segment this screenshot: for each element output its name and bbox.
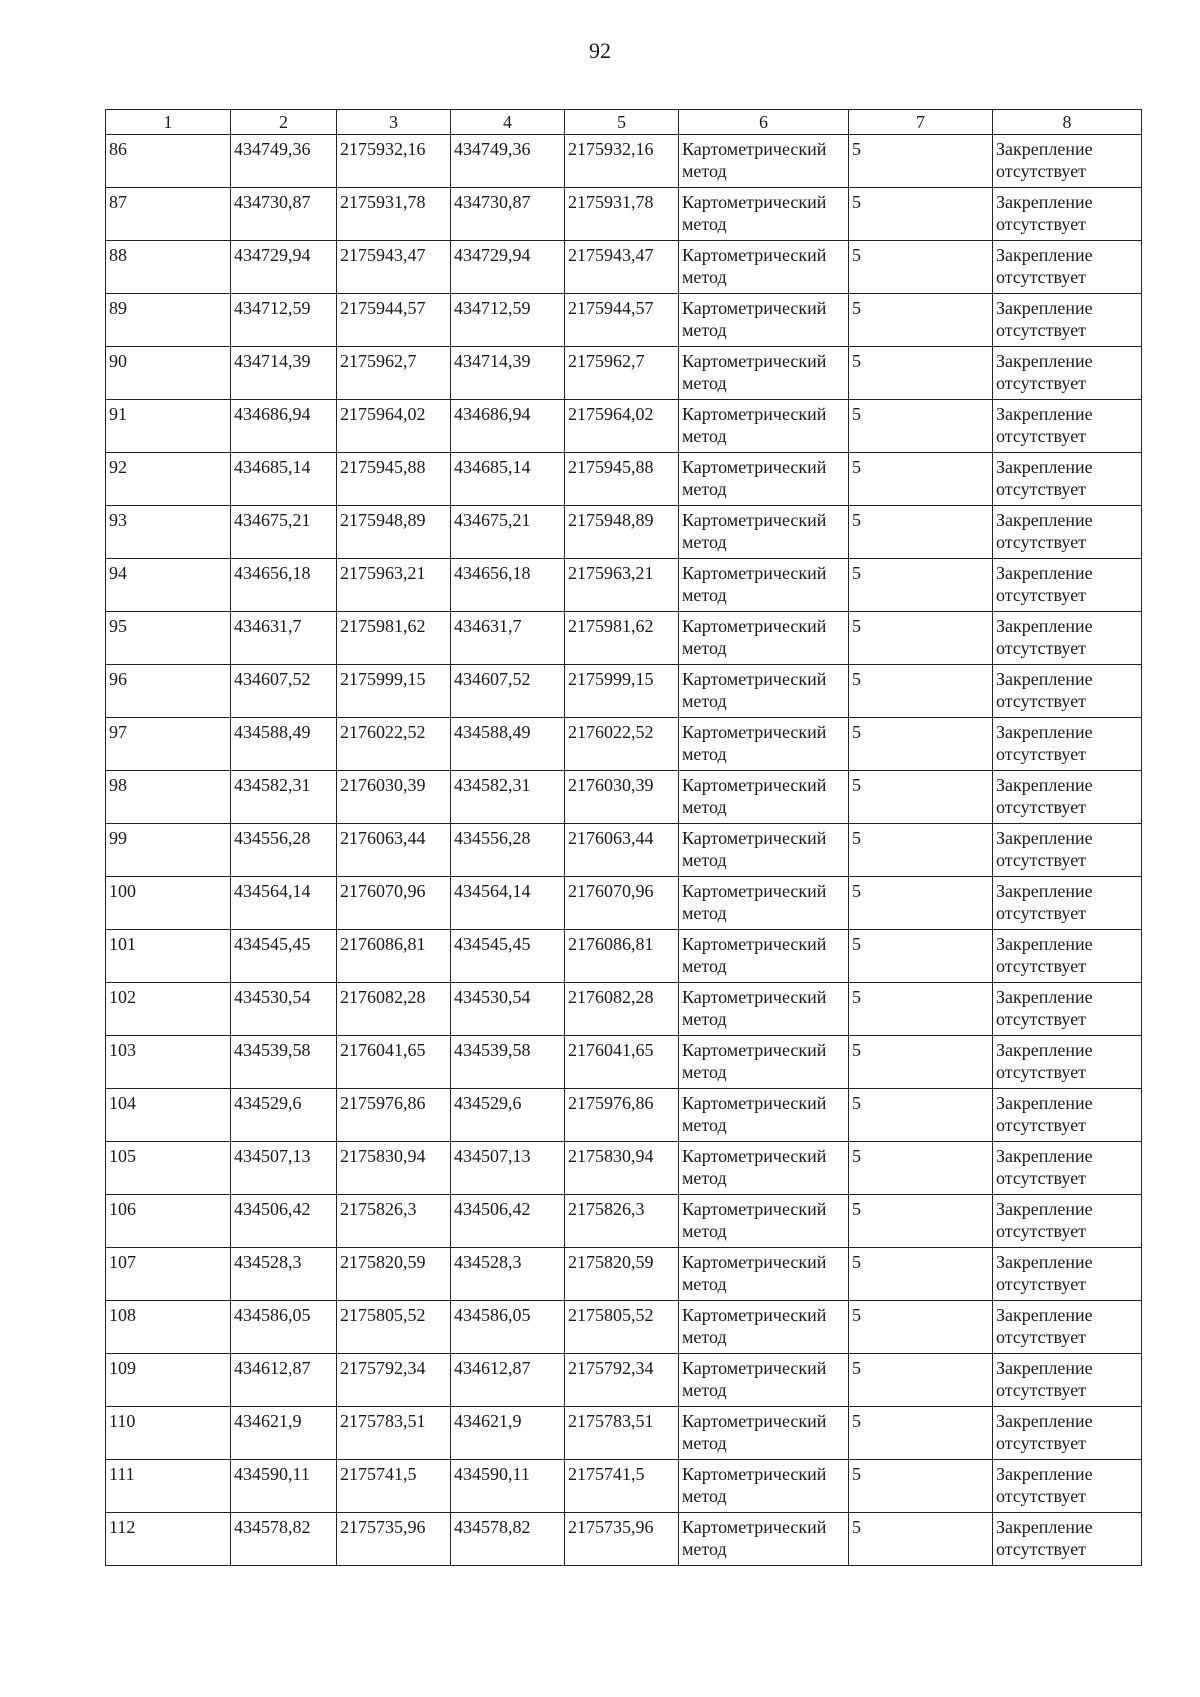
table-row <box>106 877 1142 930</box>
precision-cell: 5 <box>849 1301 993 1354</box>
y-coordinate-cell: 2175981,62 <box>337 612 451 665</box>
table-row <box>106 188 1142 241</box>
table-row <box>106 1248 1142 1301</box>
x-coordinate-2-cell: 434656,18 <box>451 559 565 612</box>
precision-cell: 5 <box>849 612 993 665</box>
y-coordinate-2-cell: 2175805,52 <box>565 1301 679 1354</box>
x-coordinate-cell: 434607,52 <box>231 665 337 718</box>
x-coordinate-cell: 434564,14 <box>231 877 337 930</box>
method-cell: Картометрический метод <box>679 1354 849 1407</box>
x-coordinate-2-cell: 434582,31 <box>451 771 565 824</box>
precision-cell: 5 <box>849 1407 993 1460</box>
y-coordinate-cell: 2176086,81 <box>337 930 451 983</box>
y-coordinate-cell: 2175964,02 <box>337 400 451 453</box>
precision-cell: 5 <box>849 1142 993 1195</box>
table-row <box>106 1036 1142 1089</box>
x-coordinate-cell: 434586,05 <box>231 1301 337 1354</box>
table-row <box>106 1142 1142 1195</box>
fixing-description-cell: Закрепление отсутствует <box>993 1248 1142 1301</box>
y-coordinate-2-cell: 2175981,62 <box>565 612 679 665</box>
column-header: 6 <box>679 110 849 135</box>
fixing-description-cell: Закрепление отсутствует <box>993 1407 1142 1460</box>
y-coordinate-2-cell: 2175783,51 <box>565 1407 679 1460</box>
y-coordinate-cell: 2175735,96 <box>337 1513 451 1566</box>
point-number-cell: 96 <box>106 665 231 718</box>
method-cell: Картометрический метод <box>679 824 849 877</box>
method-cell: Картометрический метод <box>679 930 849 983</box>
precision-cell: 5 <box>849 824 993 877</box>
point-number-cell: 89 <box>106 294 231 347</box>
x-coordinate-cell: 434714,39 <box>231 347 337 400</box>
point-number-cell: 108 <box>106 1301 231 1354</box>
x-coordinate-2-cell: 434714,39 <box>451 347 565 400</box>
fixing-description-cell: Закрепление отсутствует <box>993 1301 1142 1354</box>
table-row <box>106 1513 1142 1566</box>
point-number-cell: 97 <box>106 718 231 771</box>
x-coordinate-2-cell: 434621,9 <box>451 1407 565 1460</box>
table-row <box>106 612 1142 665</box>
fixing-description-cell: Закрепление отсутствует <box>993 930 1142 983</box>
x-coordinate-2-cell: 434685,14 <box>451 453 565 506</box>
y-coordinate-cell: 2175944,57 <box>337 294 451 347</box>
table-row <box>106 241 1142 294</box>
table-row <box>106 400 1142 453</box>
precision-cell: 5 <box>849 400 993 453</box>
y-coordinate-2-cell: 2176041,65 <box>565 1036 679 1089</box>
precision-cell: 5 <box>849 294 993 347</box>
x-coordinate-cell: 434582,31 <box>231 771 337 824</box>
method-cell: Картометрический метод <box>679 1089 849 1142</box>
y-coordinate-2-cell: 2176070,96 <box>565 877 679 930</box>
fixing-description-cell: Закрепление отсутствует <box>993 241 1142 294</box>
point-number-cell: 87 <box>106 188 231 241</box>
table-row <box>106 824 1142 877</box>
x-coordinate-cell: 434528,3 <box>231 1248 337 1301</box>
x-coordinate-2-cell: 434749,36 <box>451 135 565 188</box>
fixing-description-cell: Закрепление отсутствует <box>993 188 1142 241</box>
x-coordinate-cell: 434578,82 <box>231 1513 337 1566</box>
x-coordinate-2-cell: 434675,21 <box>451 506 565 559</box>
table-row <box>106 1460 1142 1513</box>
x-coordinate-2-cell: 434506,42 <box>451 1195 565 1248</box>
point-number-cell: 105 <box>106 1142 231 1195</box>
method-cell: Картометрический метод <box>679 612 849 665</box>
column-header: 1 <box>106 110 231 135</box>
point-number-cell: 91 <box>106 400 231 453</box>
method-cell: Картометрический метод <box>679 188 849 241</box>
column-header: 2 <box>231 110 337 135</box>
fixing-description-cell: Закрепление отсутствует <box>993 824 1142 877</box>
column-header: 3 <box>337 110 451 135</box>
method-cell: Картометрический метод <box>679 135 849 188</box>
point-number-cell: 98 <box>106 771 231 824</box>
y-coordinate-cell: 2175792,34 <box>337 1354 451 1407</box>
x-coordinate-cell: 434686,94 <box>231 400 337 453</box>
column-header: 4 <box>451 110 565 135</box>
precision-cell: 5 <box>849 453 993 506</box>
table-row <box>106 665 1142 718</box>
x-coordinate-cell: 434530,54 <box>231 983 337 1036</box>
y-coordinate-2-cell: 2175948,89 <box>565 506 679 559</box>
fixing-description-cell: Закрепление отсутствует <box>993 1195 1142 1248</box>
y-coordinate-cell: 2175826,3 <box>337 1195 451 1248</box>
method-cell: Картометрический метод <box>679 1142 849 1195</box>
header-row <box>106 110 1142 135</box>
table-body <box>106 135 1142 1566</box>
x-coordinate-cell: 434656,18 <box>231 559 337 612</box>
x-coordinate-2-cell: 434712,59 <box>451 294 565 347</box>
method-cell: Картометрический метод <box>679 400 849 453</box>
precision-cell: 5 <box>849 1089 993 1142</box>
x-coordinate-2-cell: 434539,58 <box>451 1036 565 1089</box>
method-cell: Картометрический метод <box>679 1407 849 1460</box>
y-coordinate-cell: 2175963,21 <box>337 559 451 612</box>
method-cell: Картометрический метод <box>679 1513 849 1566</box>
x-coordinate-2-cell: 434729,94 <box>451 241 565 294</box>
x-coordinate-cell: 434730,87 <box>231 188 337 241</box>
y-coordinate-cell: 2176022,52 <box>337 718 451 771</box>
fixing-description-cell: Закрепление отсутствует <box>993 983 1142 1036</box>
method-cell: Картометрический метод <box>679 1036 849 1089</box>
y-coordinate-2-cell: 2175741,5 <box>565 1460 679 1513</box>
precision-cell: 5 <box>849 718 993 771</box>
x-coordinate-cell: 434712,59 <box>231 294 337 347</box>
fixing-description-cell: Закрепление отсутствует <box>993 612 1142 665</box>
y-coordinate-2-cell: 2175735,96 <box>565 1513 679 1566</box>
fixing-description-cell: Закрепление отсутствует <box>993 877 1142 930</box>
method-cell: Картометрический метод <box>679 1460 849 1513</box>
point-number-cell: 93 <box>106 506 231 559</box>
y-coordinate-cell: 2175948,89 <box>337 506 451 559</box>
point-number-cell: 90 <box>106 347 231 400</box>
x-coordinate-2-cell: 434528,3 <box>451 1248 565 1301</box>
fixing-description-cell: Закрепление отсутствует <box>993 1142 1142 1195</box>
y-coordinate-2-cell: 2176030,39 <box>565 771 679 824</box>
point-number-cell: 103 <box>106 1036 231 1089</box>
fixing-description-cell: Закрепление отсутствует <box>993 718 1142 771</box>
x-coordinate-2-cell: 434578,82 <box>451 1513 565 1566</box>
x-coordinate-cell: 434507,13 <box>231 1142 337 1195</box>
method-cell: Картометрический метод <box>679 877 849 930</box>
table-row <box>106 453 1142 506</box>
method-cell: Картометрический метод <box>679 1248 849 1301</box>
point-number-cell: 92 <box>106 453 231 506</box>
x-coordinate-cell: 434556,28 <box>231 824 337 877</box>
x-coordinate-cell: 434590,11 <box>231 1460 337 1513</box>
y-coordinate-2-cell: 2175962,7 <box>565 347 679 400</box>
y-coordinate-2-cell: 2175932,16 <box>565 135 679 188</box>
y-coordinate-2-cell: 2175964,02 <box>565 400 679 453</box>
point-number-cell: 107 <box>106 1248 231 1301</box>
precision-cell: 5 <box>849 241 993 294</box>
x-coordinate-cell: 434685,14 <box>231 453 337 506</box>
y-coordinate-cell: 2175932,16 <box>337 135 451 188</box>
method-cell: Картометрический метод <box>679 241 849 294</box>
x-coordinate-2-cell: 434586,05 <box>451 1301 565 1354</box>
table-row <box>106 1354 1142 1407</box>
y-coordinate-cell: 2176070,96 <box>337 877 451 930</box>
x-coordinate-2-cell: 434507,13 <box>451 1142 565 1195</box>
fixing-description-cell: Закрепление отсутствует <box>993 135 1142 188</box>
fixing-description-cell: Закрепление отсутствует <box>993 665 1142 718</box>
y-coordinate-cell: 2176030,39 <box>337 771 451 824</box>
x-coordinate-2-cell: 434530,54 <box>451 983 565 1036</box>
table-row <box>106 771 1142 824</box>
y-coordinate-cell: 2176041,65 <box>337 1036 451 1089</box>
y-coordinate-cell: 2175783,51 <box>337 1407 451 1460</box>
x-coordinate-2-cell: 434607,52 <box>451 665 565 718</box>
point-number-cell: 86 <box>106 135 231 188</box>
table-row <box>106 1089 1142 1142</box>
y-coordinate-2-cell: 2176086,81 <box>565 930 679 983</box>
fixing-description-cell: Закрепление отсутствует <box>993 1036 1142 1089</box>
table-row <box>106 506 1142 559</box>
x-coordinate-cell: 434729,94 <box>231 241 337 294</box>
fixing-description-cell: Закрепление отсутствует <box>993 400 1142 453</box>
y-coordinate-cell: 2175976,86 <box>337 1089 451 1142</box>
column-header: 7 <box>849 110 993 135</box>
table-row <box>106 983 1142 1036</box>
fixing-description-cell: Закрепление отсутствует <box>993 1460 1142 1513</box>
precision-cell: 5 <box>849 1460 993 1513</box>
method-cell: Картометрический метод <box>679 453 849 506</box>
point-number-cell: 106 <box>106 1195 231 1248</box>
precision-cell: 5 <box>849 506 993 559</box>
method-cell: Картометрический метод <box>679 771 849 824</box>
coordinates-table <box>105 109 1142 1566</box>
method-cell: Картометрический метод <box>679 294 849 347</box>
point-number-cell: 104 <box>106 1089 231 1142</box>
x-coordinate-2-cell: 434612,87 <box>451 1354 565 1407</box>
method-cell: Картометрический метод <box>679 718 849 771</box>
y-coordinate-cell: 2175931,78 <box>337 188 451 241</box>
y-coordinate-2-cell: 2176022,52 <box>565 718 679 771</box>
page-number: 92 <box>589 38 611 63</box>
precision-cell: 5 <box>849 188 993 241</box>
x-coordinate-cell: 434588,49 <box>231 718 337 771</box>
fixing-description-cell: Закрепление отсутствует <box>993 453 1142 506</box>
x-coordinate-cell: 434539,58 <box>231 1036 337 1089</box>
x-coordinate-cell: 434631,7 <box>231 612 337 665</box>
y-coordinate-2-cell: 2176082,28 <box>565 983 679 1036</box>
y-coordinate-2-cell: 2175931,78 <box>565 188 679 241</box>
x-coordinate-2-cell: 434529,6 <box>451 1089 565 1142</box>
method-cell: Картометрический метод <box>679 506 849 559</box>
method-cell: Картометрический метод <box>679 1301 849 1354</box>
precision-cell: 5 <box>849 771 993 824</box>
table-row <box>106 1301 1142 1354</box>
table-row <box>106 347 1142 400</box>
x-coordinate-cell: 434749,36 <box>231 135 337 188</box>
y-coordinate-cell: 2175945,88 <box>337 453 451 506</box>
y-coordinate-cell: 2175943,47 <box>337 241 451 294</box>
point-number-cell: 112 <box>106 1513 231 1566</box>
y-coordinate-2-cell: 2175792,34 <box>565 1354 679 1407</box>
y-coordinate-2-cell: 2175976,86 <box>565 1089 679 1142</box>
y-coordinate-2-cell: 2175999,15 <box>565 665 679 718</box>
y-coordinate-cell: 2176063,44 <box>337 824 451 877</box>
table-row <box>106 135 1142 188</box>
y-coordinate-cell: 2175820,59 <box>337 1248 451 1301</box>
fixing-description-cell: Закрепление отсутствует <box>993 1513 1142 1566</box>
y-coordinate-cell: 2176082,28 <box>337 983 451 1036</box>
precision-cell: 5 <box>849 135 993 188</box>
method-cell: Картометрический метод <box>679 559 849 612</box>
table-row <box>106 294 1142 347</box>
point-number-cell: 101 <box>106 930 231 983</box>
precision-cell: 5 <box>849 930 993 983</box>
point-number-cell: 88 <box>106 241 231 294</box>
x-coordinate-2-cell: 434590,11 <box>451 1460 565 1513</box>
x-coordinate-cell: 434529,6 <box>231 1089 337 1142</box>
y-coordinate-2-cell: 2176063,44 <box>565 824 679 877</box>
y-coordinate-cell: 2175830,94 <box>337 1142 451 1195</box>
point-number-cell: 95 <box>106 612 231 665</box>
precision-cell: 5 <box>849 877 993 930</box>
method-cell: Картометрический метод <box>679 347 849 400</box>
y-coordinate-cell: 2175741,5 <box>337 1460 451 1513</box>
precision-cell: 5 <box>849 1248 993 1301</box>
x-coordinate-cell: 434612,87 <box>231 1354 337 1407</box>
y-coordinate-2-cell: 2175830,94 <box>565 1142 679 1195</box>
point-number-cell: 100 <box>106 877 231 930</box>
method-cell: Картометрический метод <box>679 1195 849 1248</box>
y-coordinate-2-cell: 2175963,21 <box>565 559 679 612</box>
point-number-cell: 99 <box>106 824 231 877</box>
x-coordinate-2-cell: 434556,28 <box>451 824 565 877</box>
column-header: 8 <box>993 110 1142 135</box>
fixing-description-cell: Закрепление отсутствует <box>993 294 1142 347</box>
x-coordinate-cell: 434621,9 <box>231 1407 337 1460</box>
y-coordinate-cell: 2175805,52 <box>337 1301 451 1354</box>
point-number-cell: 94 <box>106 559 231 612</box>
precision-cell: 5 <box>849 665 993 718</box>
x-coordinate-2-cell: 434564,14 <box>451 877 565 930</box>
x-coordinate-2-cell: 434686,94 <box>451 400 565 453</box>
x-coordinate-2-cell: 434631,7 <box>451 612 565 665</box>
precision-cell: 5 <box>849 1513 993 1566</box>
precision-cell: 5 <box>849 1195 993 1248</box>
table-row <box>106 1407 1142 1460</box>
fixing-description-cell: Закрепление отсутствует <box>993 1089 1142 1142</box>
y-coordinate-2-cell: 2175820,59 <box>565 1248 679 1301</box>
point-number-cell: 102 <box>106 983 231 1036</box>
x-coordinate-cell: 434506,42 <box>231 1195 337 1248</box>
x-coordinate-2-cell: 434545,45 <box>451 930 565 983</box>
point-number-cell: 109 <box>106 1354 231 1407</box>
y-coordinate-2-cell: 2175944,57 <box>565 294 679 347</box>
y-coordinate-cell: 2175999,15 <box>337 665 451 718</box>
table-row <box>106 1195 1142 1248</box>
x-coordinate-cell: 434545,45 <box>231 930 337 983</box>
y-coordinate-2-cell: 2175826,3 <box>565 1195 679 1248</box>
fixing-description-cell: Закрепление отсутствует <box>993 771 1142 824</box>
x-coordinate-2-cell: 434730,87 <box>451 188 565 241</box>
fixing-description-cell: Закрепление отсутствует <box>993 559 1142 612</box>
fixing-description-cell: Закрепление отсутствует <box>993 347 1142 400</box>
point-number-cell: 110 <box>106 1407 231 1460</box>
method-cell: Картометрический метод <box>679 983 849 1036</box>
precision-cell: 5 <box>849 559 993 612</box>
table-row <box>106 559 1142 612</box>
fixing-description-cell: Закрепление отсутствует <box>993 506 1142 559</box>
precision-cell: 5 <box>849 1354 993 1407</box>
table-row <box>106 930 1142 983</box>
fixing-description-cell: Закрепление отсутствует <box>993 1354 1142 1407</box>
point-number-cell: 111 <box>106 1460 231 1513</box>
method-cell: Картометрический метод <box>679 665 849 718</box>
precision-cell: 5 <box>849 1036 993 1089</box>
x-coordinate-2-cell: 434588,49 <box>451 718 565 771</box>
y-coordinate-2-cell: 2175945,88 <box>565 453 679 506</box>
x-coordinate-cell: 434675,21 <box>231 506 337 559</box>
precision-cell: 5 <box>849 347 993 400</box>
y-coordinate-cell: 2175962,7 <box>337 347 451 400</box>
y-coordinate-2-cell: 2175943,47 <box>565 241 679 294</box>
table-row <box>106 718 1142 771</box>
column-header: 5 <box>565 110 679 135</box>
precision-cell: 5 <box>849 983 993 1036</box>
